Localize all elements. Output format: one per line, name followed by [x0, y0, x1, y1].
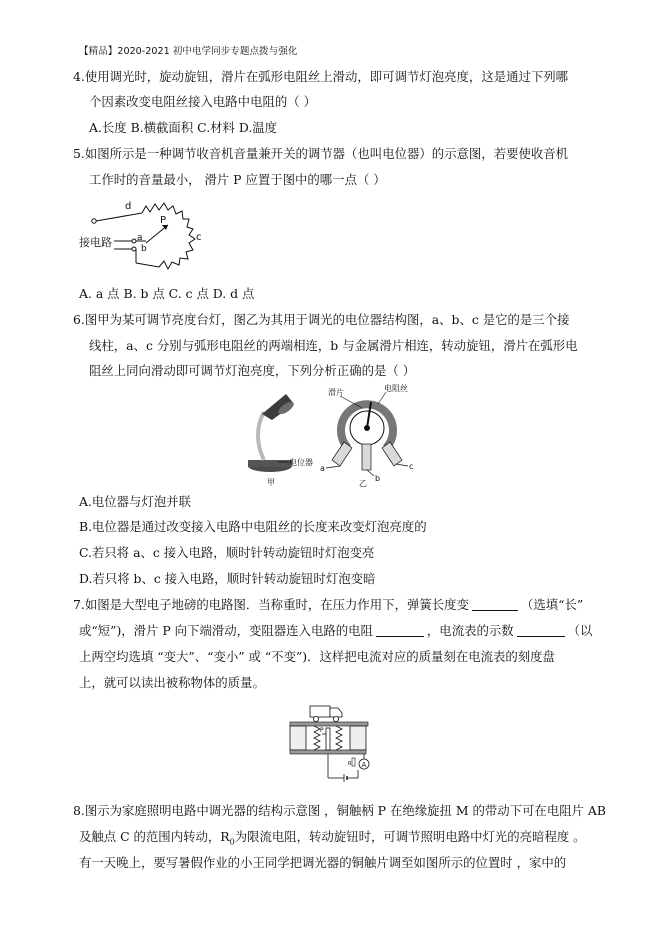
q5-options: A. a 点 B. b 点 C. c 点 D. d 点: [79, 286, 255, 301]
page-header: 【精品】2020-2021 初中电学同步专题点拨与强化: [79, 46, 298, 57]
q6-option-c: C.若只将 a、c 接入电路，顺时针转动旋钮时灯泡变亮: [79, 545, 375, 560]
q7-line2-mid: ，电流表的示数: [426, 623, 514, 638]
q8-line3: 有一天晚上，要写暑假作业的小王同学把调光器的铜触片调至如图所示的位置时 ，家中的: [79, 855, 567, 870]
label-p: P: [160, 215, 167, 226]
q4-line2: 个因素改变电阻丝接入电路中电阻的（ ）: [89, 94, 316, 109]
label-potentiometer: 电位器: [289, 458, 313, 467]
label-a: a: [320, 464, 325, 473]
q7-blank-1[interactable]: [472, 598, 518, 611]
q8-line2-sub: 0: [229, 837, 235, 847]
label-jia: 甲: [267, 478, 275, 487]
q7-line1-tail: （选填“长”: [520, 597, 584, 612]
q8-line2-tail: 为限流电阻，转动旋钮时，可调节照明电路中灯光的亮暗程度 。: [234, 829, 586, 844]
q7-blank-2[interactable]: [376, 624, 424, 637]
q6-option-d: D.若只将 b、c 接入电路，顺时针转动旋钮时灯泡变暗: [79, 571, 376, 586]
q6-line3: 阻丝上同向滑动即可调节灯泡亮度，下列分析正确的是（ ）: [89, 363, 416, 378]
q6-option-a: A.电位器与灯泡并联: [79, 494, 192, 509]
q7-line3: 上两空均选填 “变大”、“变小” 或 “不变”)．这样把电流对应的质量刻在电流表的刻度盘: [79, 649, 555, 664]
label-slider: 滑片: [328, 388, 344, 397]
q6-option-b: B.电位器是通过改变接入电路中电阻丝的长度来改变灯泡亮度的: [79, 519, 427, 534]
q7-blank-3[interactable]: [517, 624, 565, 637]
label-b: b: [141, 244, 147, 254]
q6-line2: 线柱，a、c 分别与弧形电阻丝的两端相连，b 与金属滑片相连，转动旋钮，滑片在弧形电: [89, 338, 578, 353]
q5-line1: 5.如图所示是一种调节收音机音量兼开关的调节器（也叫电位器）的示意图，若要使收音机: [73, 146, 569, 161]
q7-line2-tail: （以: [567, 623, 593, 638]
label-c: c: [196, 232, 202, 243]
q6-potentiometer-structure: [316, 382, 416, 488]
label-circuit: 接电路: [79, 236, 112, 249]
label-wire: 电阻丝: [384, 384, 408, 393]
q4-line1: 4.使用调光时，旋动旋钮，滑片在弧形电阻丝上滑动，即可调节灯泡亮度，这是通过下列哪: [73, 69, 569, 84]
q7-line4: 上，就可以读出被称物体的质量。: [79, 675, 265, 690]
q7-line1-text: 7.如图是大型电子地磅的电路图．当称重时，在压力作用下，弹簧长度变: [73, 597, 469, 612]
q7-line2-text: 或“短”)，滑片 P 向下端滑动，变阻器连入电路的电阻: [79, 623, 373, 638]
label-a: a: [137, 233, 143, 243]
q6-lamp-figure: [234, 384, 316, 488]
q8-line2: [79, 829, 586, 850]
q5-line2: 工作时的音量最小， 滑片 P 应置于图中的哪一点（ ）: [89, 172, 386, 187]
q5-potentiometer-figure: [76, 195, 216, 277]
q6-line1: 6.图甲为某可调节亮度台灯，图乙为其用于调光的电位器结构图，a、b、c 是它的是三个接: [73, 312, 570, 327]
q7-line2: [79, 623, 592, 639]
q8-line1: 8.图示为家庭照明电路中调光器的结构示意图 ，铜触柄 P 在绝缘旋扭 M 的带动下可在电阻片 AB: [73, 803, 606, 818]
q7-weighbridge-figure: [284, 698, 376, 786]
q8-line2-text: 及触点 C 的范围内转动，R: [79, 829, 230, 844]
label-p: P: [320, 727, 324, 734]
label-ammeter: A: [361, 761, 367, 769]
label-c: c: [409, 462, 414, 471]
q7-line1: [73, 597, 583, 613]
q4-options: A.长度 B.横截面积 C.材料 D.温度: [89, 120, 278, 135]
label-r: R: [348, 761, 352, 767]
label-b: b: [375, 474, 381, 483]
label-d: d: [125, 201, 132, 212]
label-yi: 乙: [359, 479, 367, 488]
